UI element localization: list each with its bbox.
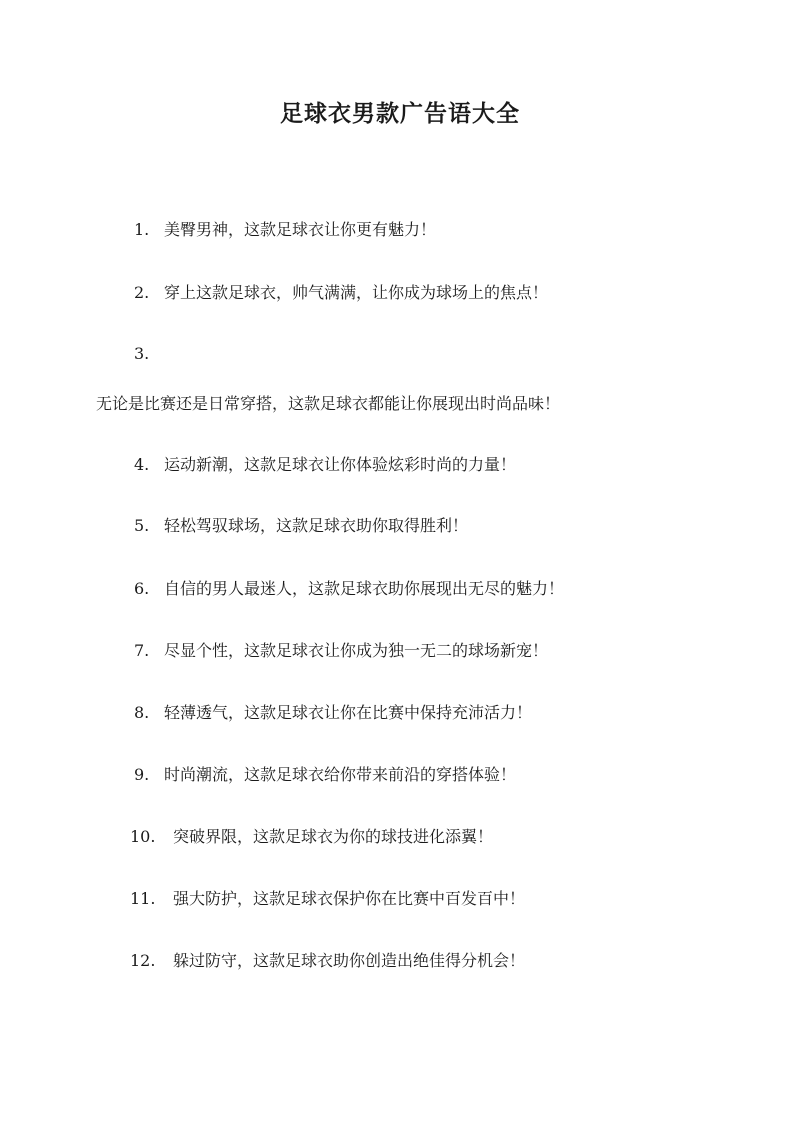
item-text: 轻薄透气，这款足球衣让你在比赛中保持充沛活力！ bbox=[164, 703, 533, 722]
item-number: 7. bbox=[134, 641, 150, 660]
item-number: 3. bbox=[134, 344, 150, 363]
item-text: 无论是比赛还是日常穿搭，这款足球衣都能让你展现出时尚品味！ bbox=[96, 394, 561, 413]
item-text: 突破界限，这款足球衣为你的球技进化添翼！ bbox=[173, 827, 494, 846]
item-number: 11. bbox=[130, 889, 156, 908]
item-text: 运动新潮，这款足球衣让你体验炫彩时尚的力量！ bbox=[164, 455, 517, 474]
item-text: 穿上这款足球衣，帅气满满，让你成为球场上的焦点！ bbox=[164, 283, 549, 302]
item-number: 1. bbox=[134, 220, 150, 239]
item-number: 2. bbox=[134, 283, 150, 302]
item-text: 美臀男神，这款足球衣让你更有魅力！ bbox=[164, 220, 437, 239]
page-title: 足球衣男款广告语大全 bbox=[280, 100, 520, 127]
item-number: 5. bbox=[134, 516, 150, 535]
item-text: 自信的男人最迷人，这款足球衣助你展现出无尽的魅力！ bbox=[164, 579, 565, 598]
item-text: 轻松驾驭球场，这款足球衣助你取得胜利！ bbox=[164, 516, 469, 535]
item-text: 躲过防守，这款足球衣助你创造出绝佳得分机会！ bbox=[173, 951, 526, 970]
item-number: 8. bbox=[134, 703, 150, 722]
item-number: 12. bbox=[130, 951, 156, 970]
item-text: 尽显个性，这款足球衣让你成为独一无二的球场新宠！ bbox=[164, 641, 549, 660]
item-number: 9. bbox=[134, 765, 150, 784]
item-text: 强大防护，这款足球衣保护你在比赛中百发百中！ bbox=[173, 889, 526, 908]
item-text: 时尚潮流，这款足球衣给你带来前沿的穿搭体验！ bbox=[164, 765, 517, 784]
item-number: 10. bbox=[130, 827, 156, 846]
item-number: 6. bbox=[134, 579, 150, 598]
item-number: 4. bbox=[134, 455, 150, 474]
